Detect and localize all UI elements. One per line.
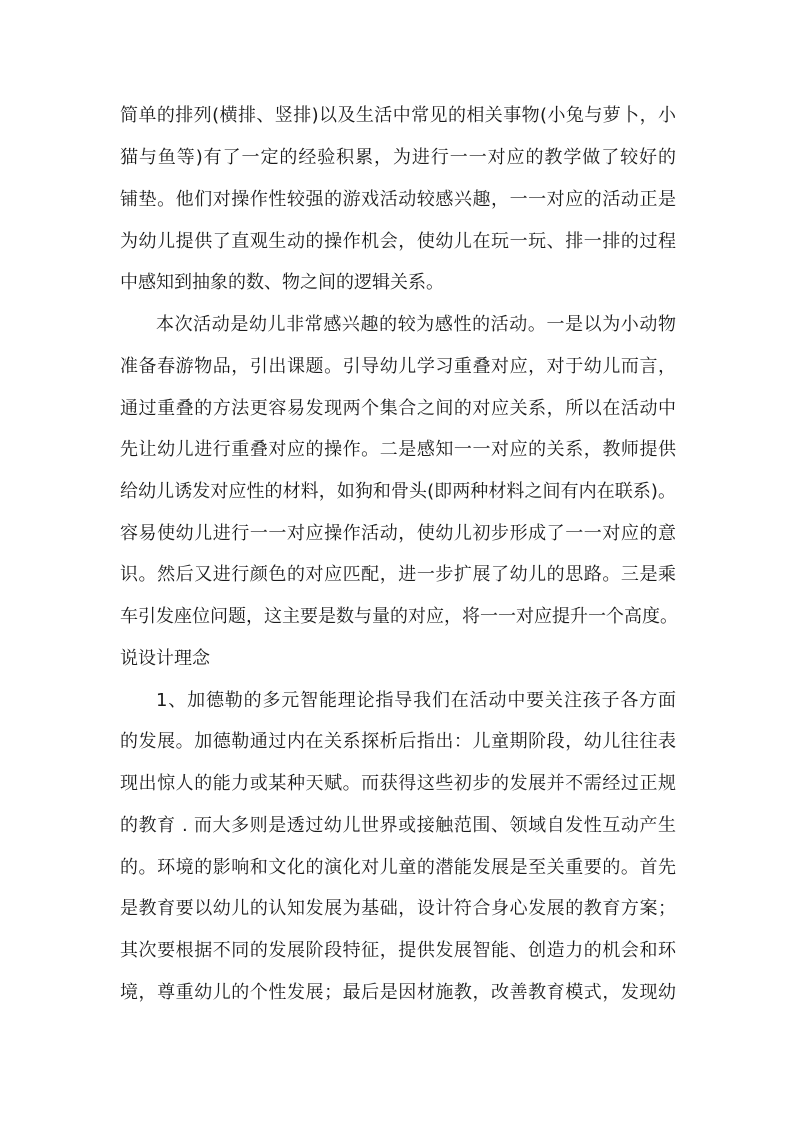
text-line: 通过重叠的方法更容易发现两个集合之间的对应关系，所以在活动中 <box>120 398 676 419</box>
text-line: 是教育要以幼儿的认知发展为基础，设计符合身心发展的教育方案； <box>120 898 676 919</box>
text-line: 先让幼儿进行重叠对应的操作。二是感知一一对应的关系，教师提供 <box>120 439 676 460</box>
text-line: 的发展。加德勒通过内在关系探析后指出：儿童期阶段，幼儿往往表 <box>120 731 676 752</box>
text-line: 现出惊人的能力或某种天赋。而获得这些初步的发展并不需经过正规 <box>120 773 676 794</box>
paragraph-first-line: 1、加德勒的多元智能理论指导我们在活动中要关注孩子各方面 <box>156 690 676 711</box>
text-line: 准备春游物品，引出课题。引导幼儿学习重叠对应，对于幼儿而言， <box>120 356 676 377</box>
text-line: 其次要根据不同的发展阶段特征，提供发展智能、创造力的机会和环 <box>120 940 676 961</box>
text-line: 的教育 . 而大多则是透过幼儿世界或接触范围、领域自发性互动产生 <box>120 815 676 836</box>
section-heading: 说设计理念 <box>120 648 210 669</box>
text-line: 为幼儿提供了直观生动的操作机会，使幼儿在玩一玩、排一排的过程 <box>120 231 676 252</box>
text-line: 识。然后又进行颜色的对应匹配，进一步扩展了幼儿的思路。三是乘 <box>120 564 676 585</box>
text-line: 铺垫。他们对操作性较强的游戏活动较感兴趣，一一对应的活动正是 <box>120 189 676 210</box>
text-line: 境，尊重幼儿的个性发展；最后是因材施教，改善教育模式，发现幼 <box>120 982 676 1003</box>
text-line: 猫与鱼等)有了一定的经验积累，为进行一一对应的教学做了较好的 <box>120 147 676 168</box>
text-line: 给幼儿诱发对应性的材料，如狗和骨头(即两种材料之间有内在联系)。 <box>120 481 676 502</box>
text-line: 容易使幼儿进行一一对应操作活动，使幼儿初步形成了一一对应的意 <box>120 523 676 544</box>
text-line: 的。环境的影响和文化的演化对儿童的潜能发展是至关重要的。首先 <box>120 857 676 878</box>
text-line: 中感知到抽象的数、物之间的逻辑关系。 <box>120 272 444 293</box>
text-line: 简单的排列(横排、竖排)以及生活中常见的相关事物(小兔与萝卜，小 <box>120 105 676 126</box>
paragraph-first-line: 本次活动是幼儿非常感兴趣的较为感性的活动。一是以为小动物 <box>156 314 676 335</box>
text-line: 车引发座位问题，这主要是数与量的对应，将一一对应提升一个高度。 <box>120 606 678 627</box>
